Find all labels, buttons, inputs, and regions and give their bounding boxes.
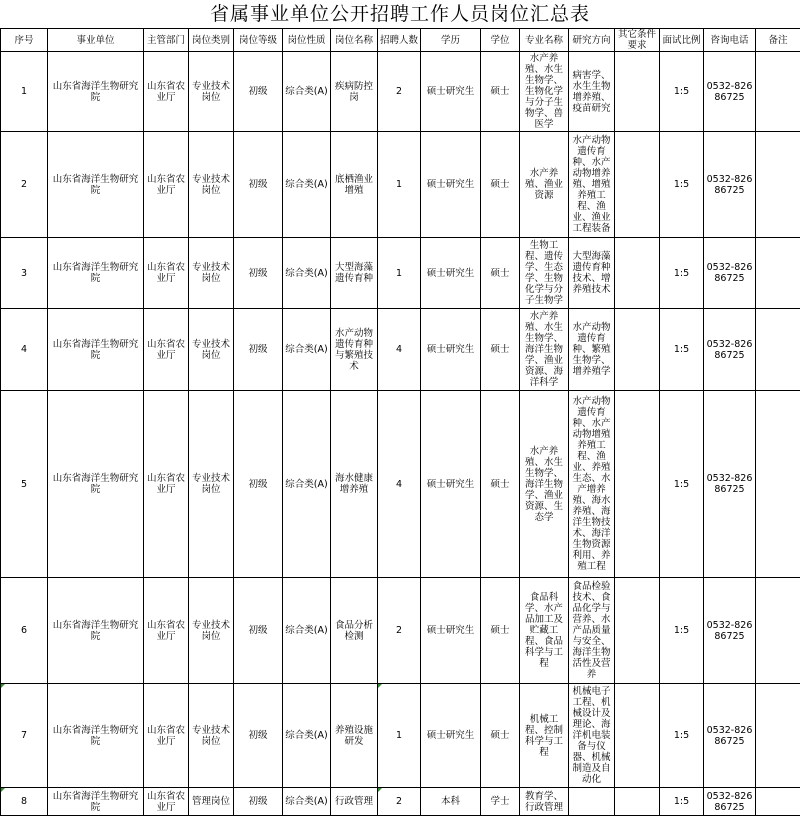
cell-nature: 综合类(A) xyxy=(283,578,331,684)
cell-count: 4 xyxy=(378,309,421,391)
cell-degree: 硕士 xyxy=(481,684,520,788)
header-row xyxy=(1,29,800,52)
cell-edu: 硕士研究生 xyxy=(421,238,481,309)
table-row xyxy=(1,391,800,578)
cell-count: 2 xyxy=(378,52,421,132)
cell-level: 初级 xyxy=(234,309,283,391)
header-cell: 备注 xyxy=(756,29,800,52)
cell-no: 8 xyxy=(1,788,48,816)
cell-phone: 0532-82686725 xyxy=(704,391,756,578)
header-cell: 事业单位 xyxy=(48,29,144,52)
cell-no: 4 xyxy=(1,309,48,391)
cell-ratio: 1:5 xyxy=(660,391,704,578)
cell-degree: 硕士 xyxy=(481,391,520,578)
cell-post: 大型海藻遗传育种 xyxy=(331,238,378,309)
cell-edu: 硕士研究生 xyxy=(421,52,481,132)
cell-no: 2 xyxy=(1,132,48,238)
cell-count: 1 xyxy=(378,684,421,788)
cell-unit: 山东省海洋生物研究院 xyxy=(48,578,144,684)
cell-note xyxy=(756,309,800,391)
cell-nature: 综合类(A) xyxy=(283,684,331,788)
header-cell: 岗位名称 xyxy=(331,29,378,52)
cell-unit: 山东省海洋生物研究院 xyxy=(48,238,144,309)
cell-dept: 山东省农业厅 xyxy=(144,788,189,816)
header-cell: 序号 xyxy=(1,29,48,52)
cell-degree: 学士 xyxy=(481,788,520,816)
cell-other xyxy=(615,309,660,391)
cell-no: 5 xyxy=(1,391,48,578)
cell-post: 水产动物遗传育种与繁殖技术 xyxy=(331,309,378,391)
table-row xyxy=(1,788,800,816)
cell-ratio: 1:5 xyxy=(660,52,704,132)
cell-other xyxy=(615,788,660,816)
cell-dept: 山东省农业厅 xyxy=(144,132,189,238)
cell-unit: 山东省海洋生物研究院 xyxy=(48,309,144,391)
cell-dept: 山东省农业厅 xyxy=(144,309,189,391)
table-row xyxy=(1,309,800,391)
cell-edu: 硕士研究生 xyxy=(421,391,481,578)
recruitment-table xyxy=(0,28,800,816)
cell-category: 专业技术岗位 xyxy=(189,578,234,684)
cell-unit: 山东省海洋生物研究院 xyxy=(48,684,144,788)
cell-level: 初级 xyxy=(234,391,283,578)
cell-degree: 硕士 xyxy=(481,52,520,132)
cell-other xyxy=(615,238,660,309)
cell-direction: 食品检验技术、食品化学与营养、水产品质量与安全、海洋生物活性及营养 xyxy=(569,578,615,684)
cell-level: 初级 xyxy=(234,132,283,238)
cell-other xyxy=(615,684,660,788)
cell-post: 疾病防控岗 xyxy=(331,52,378,132)
cell-phone: 0532-82686725 xyxy=(704,132,756,238)
cell-category: 专业技术岗位 xyxy=(189,309,234,391)
cell-edu: 硕士研究生 xyxy=(421,578,481,684)
table-row xyxy=(1,578,800,684)
cell-major: 机械工程、控制科学与工程 xyxy=(520,684,569,788)
cell-degree: 硕士 xyxy=(481,238,520,309)
cell-major: 水产养殖、水生生物学、海洋生物学、渔业资源、海洋科学 xyxy=(520,309,569,391)
cell-no: 1 xyxy=(1,52,48,132)
cell-major: 水产养殖、渔业资源 xyxy=(520,132,569,238)
header-cell: 面试比例 xyxy=(660,29,704,52)
cell-category: 管理岗位 xyxy=(189,788,234,816)
cell-phone: 0532-82686725 xyxy=(704,578,756,684)
cell-nature: 综合类(A) xyxy=(283,132,331,238)
cell-count: 4 xyxy=(378,391,421,578)
header-cell: 招聘人数 xyxy=(378,29,421,52)
header-cell: 岗位等级 xyxy=(234,29,283,52)
cell-unit: 山东省海洋生物研究院 xyxy=(48,132,144,238)
header-cell: 研究方向 xyxy=(569,29,615,52)
header-cell: 专业名称 xyxy=(520,29,569,52)
header-cell: 主管部门 xyxy=(144,29,189,52)
cell-direction: 水产动物遗传育种、水产动物增养殖、增殖养殖工程、渔业、渔业工程装备 xyxy=(569,132,615,238)
cell-direction: 水产动物遗传育种、繁殖生物学、增养殖学 xyxy=(569,309,615,391)
table-row xyxy=(1,684,800,788)
cell-other xyxy=(615,578,660,684)
cell-dept: 山东省农业厅 xyxy=(144,684,189,788)
cell-unit: 山东省海洋生物研究院 xyxy=(48,788,144,816)
cell-phone: 0532-82686725 xyxy=(704,52,756,132)
header-cell: 咨询电话 xyxy=(704,29,756,52)
table-row xyxy=(1,238,800,309)
cell-nature: 综合类(A) xyxy=(283,52,331,132)
cell-dept: 山东省农业厅 xyxy=(144,52,189,132)
cell-major: 食品科学、水产品加工及贮藏工程、食品科学与工程 xyxy=(520,578,569,684)
cell-note xyxy=(756,52,800,132)
cell-unit: 山东省海洋生物研究院 xyxy=(48,52,144,132)
cell-ratio: 1:5 xyxy=(660,578,704,684)
cell-nature: 综合类(A) xyxy=(283,391,331,578)
cell-degree: 硕士 xyxy=(481,132,520,238)
cell-no: 7 xyxy=(1,684,48,788)
cell-post: 养殖设施研发 xyxy=(331,684,378,788)
header-cell: 岗位类别 xyxy=(189,29,234,52)
cell-nature: 综合类(A) xyxy=(283,309,331,391)
cell-nature: 综合类(A) xyxy=(283,238,331,309)
cell-ratio: 1:5 xyxy=(660,788,704,816)
cell-major: 生物工程、遗传学、生态学、生物化学与分子生物学 xyxy=(520,238,569,309)
cell-edu: 本科 xyxy=(421,788,481,816)
cell-direction: 大型海藻遗传育种技术、增养殖技术 xyxy=(569,238,615,309)
cell-other xyxy=(615,52,660,132)
cell-level: 初级 xyxy=(234,684,283,788)
cell-major: 水产养殖、水生生物学、海洋生物学、渔业资源、生态学 xyxy=(520,391,569,578)
page-title: 省属事业单位公开招聘工作人员岗位汇总表 xyxy=(0,0,800,28)
cell-post: 底栖渔业增殖 xyxy=(331,132,378,238)
header-cell: 学历 xyxy=(421,29,481,52)
cell-level: 初级 xyxy=(234,788,283,816)
cell-edu: 硕士研究生 xyxy=(421,132,481,238)
cell-post: 行政管理 xyxy=(331,788,378,816)
cell-level: 初级 xyxy=(234,578,283,684)
cell-edu: 硕士研究生 xyxy=(421,684,481,788)
cell-direction: 水产动物遗传育种、水产动物增殖养殖工程、渔业、养殖生态、水产增养殖、海水养殖、海洋生物技术、海洋生物资源利用、养殖工程 xyxy=(569,391,615,578)
cell-level: 初级 xyxy=(234,238,283,309)
header-cell: 其它条件要求 xyxy=(615,29,660,52)
cell-category: 专业技术岗位 xyxy=(189,684,234,788)
cell-edu: 硕士研究生 xyxy=(421,309,481,391)
table-row xyxy=(1,52,800,132)
cell-note xyxy=(756,391,800,578)
cell-dept: 山东省农业厅 xyxy=(144,578,189,684)
cell-phone: 0532-82686725 xyxy=(704,684,756,788)
cell-phone: 0532-82686725 xyxy=(704,238,756,309)
cell-post: 海水健康增养殖 xyxy=(331,391,378,578)
cell-major: 教育学、行政管理 xyxy=(520,788,569,816)
cell-note xyxy=(756,578,800,684)
cell-ratio: 1:5 xyxy=(660,309,704,391)
cell-other xyxy=(615,391,660,578)
cell-level: 初级 xyxy=(234,52,283,132)
cell-direction: 机械电子工程、机械设计及理论、海洋机电装备与仪器、机械制造及自动化 xyxy=(569,684,615,788)
cell-major: 水产养殖、水生生物学、生物化学与分子生物学、兽医学 xyxy=(520,52,569,132)
cell-no: 6 xyxy=(1,578,48,684)
cell-category: 专业技术岗位 xyxy=(189,132,234,238)
table-row xyxy=(1,132,800,238)
cell-degree: 硕士 xyxy=(481,309,520,391)
cell-category: 专业技术岗位 xyxy=(189,52,234,132)
cell-ratio: 1:5 xyxy=(660,132,704,238)
cell-ratio: 1:5 xyxy=(660,684,704,788)
cell-other xyxy=(615,132,660,238)
cell-category: 专业技术岗位 xyxy=(189,391,234,578)
cell-unit: 山东省海洋生物研究院 xyxy=(48,391,144,578)
cell-category: 专业技术岗位 xyxy=(189,238,234,309)
cell-phone: 0532-82686725 xyxy=(704,309,756,391)
cell-post: 食品分析检测 xyxy=(331,578,378,684)
cell-count: 1 xyxy=(378,238,421,309)
cell-note xyxy=(756,788,800,816)
cell-nature: 综合类(A) xyxy=(283,788,331,816)
cell-count: 2 xyxy=(378,788,421,816)
cell-note xyxy=(756,684,800,788)
cell-note xyxy=(756,132,800,238)
cell-direction: 病害学、水生生物增养殖、疫苗研究 xyxy=(569,52,615,132)
cell-count: 1 xyxy=(378,132,421,238)
cell-note xyxy=(756,238,800,309)
cell-dept: 山东省农业厅 xyxy=(144,391,189,578)
cell-direction xyxy=(569,788,615,816)
header-cell: 岗位性质 xyxy=(283,29,331,52)
cell-count: 2 xyxy=(378,578,421,684)
header-cell: 学位 xyxy=(481,29,520,52)
cell-no: 3 xyxy=(1,238,48,309)
cell-ratio: 1:5 xyxy=(660,238,704,309)
cell-phone: 0532-82686725 xyxy=(704,788,756,816)
cell-degree: 硕士 xyxy=(481,578,520,684)
cell-dept: 山东省农业厅 xyxy=(144,238,189,309)
